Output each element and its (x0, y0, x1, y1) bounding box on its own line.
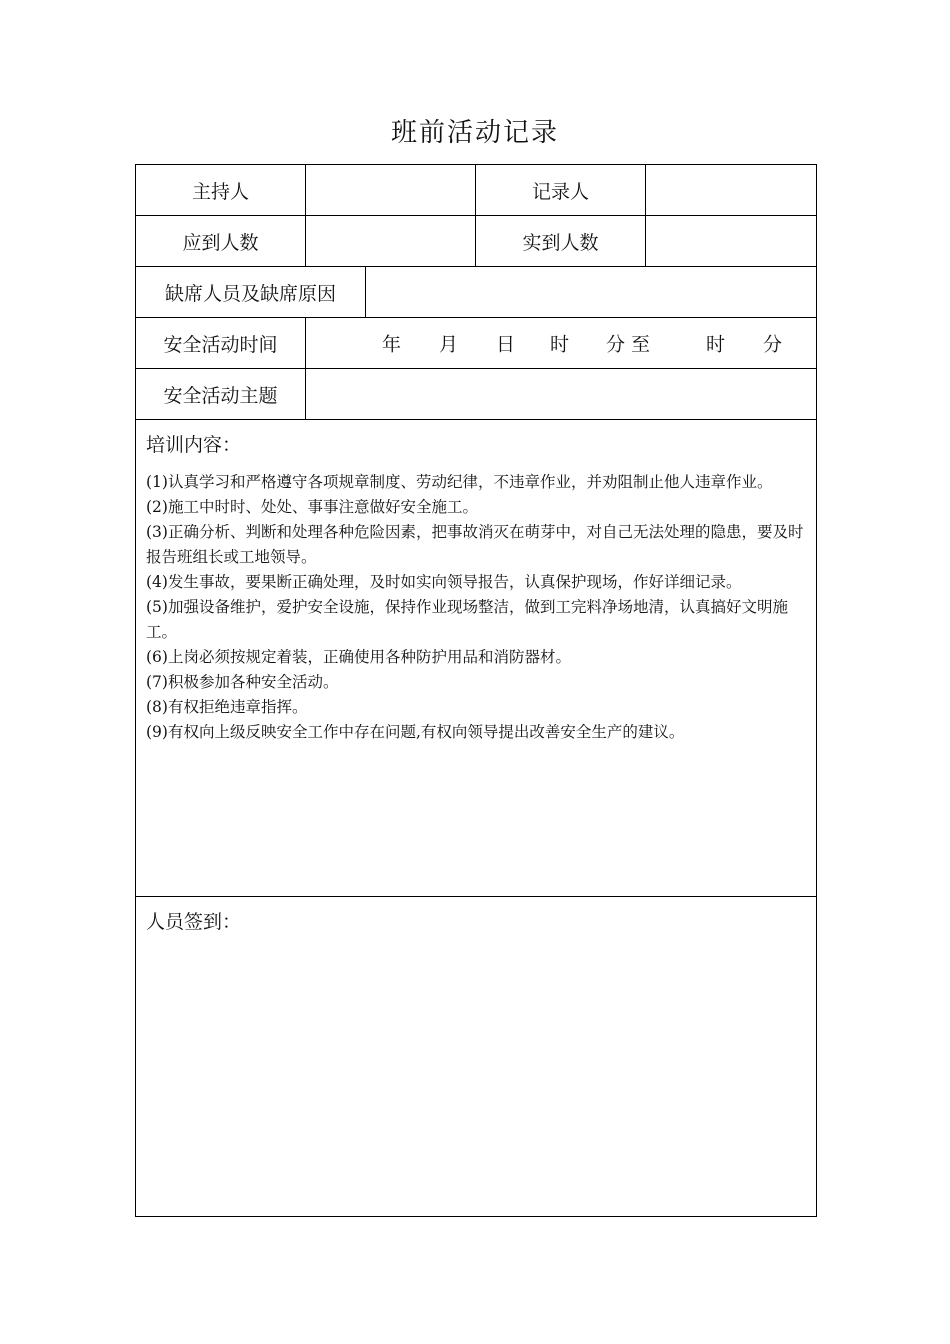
host-recorder-row (136, 165, 816, 216)
activity-time-label: 安全活动时间 (136, 318, 306, 368)
time-hour2-unit: 时 (706, 333, 726, 356)
signin-section[interactable] (136, 897, 816, 1216)
attendance-row (136, 216, 816, 267)
activity-topic-row (136, 369, 816, 420)
time-minute-to: 分 至 (606, 333, 651, 356)
signin-label: 人员签到： (146, 911, 242, 933)
training-item-3: (3)正确分析、判断和处理各种危险因素，把事故消灭在萌芽中，对自己无法处理的隐患，要及时报告班组长或工地领导。 (146, 523, 804, 566)
training-item-1: (1)认真学习和严格遵守各项规章制度、劳动纪律，不违章作业，并劝阻制止他人违章作业。 (146, 473, 773, 491)
training-content-section (136, 420, 816, 897)
activity-time-parts (306, 318, 816, 368)
time-year-unit: 年 (382, 333, 402, 356)
training-item-2: (2)施工中时时、处处、事事注意做好安全施工。 (146, 498, 478, 516)
activity-time-field[interactable] (306, 318, 816, 368)
absent-label: 缺席人员及缺席原因 (136, 267, 366, 317)
absent-row (136, 267, 816, 318)
expected-count-field[interactable] (306, 216, 476, 266)
time-minute2-unit: 分 (763, 333, 783, 356)
training-items-list (146, 470, 810, 745)
recorder-field[interactable] (646, 165, 816, 215)
activity-topic-label: 安全活动主题 (136, 369, 306, 419)
activity-topic-field[interactable] (306, 369, 816, 419)
training-item-7: (7)积极参加各种安全活动。 (146, 673, 339, 691)
activity-time-row (136, 318, 816, 369)
host-field[interactable] (306, 165, 476, 215)
actual-count-field[interactable] (646, 216, 816, 266)
page-title: 班前活动记录 (390, 118, 559, 148)
activity-record-form (135, 164, 817, 1217)
training-item-8: (8)有权拒绝违章指挥。 (146, 698, 308, 716)
absent-field[interactable] (366, 267, 816, 317)
training-item-6: (6)上岗必须按规定着装，正确使用各种防护用品和消防器材。 (146, 648, 571, 666)
training-content-label: 培训内容： (146, 434, 242, 456)
training-item-5: (5)加强设备维护，爱护安全设施，保持作业现场整洁，做到工完料净场地清，认真搞好文明施工。 (146, 598, 788, 641)
expected-count-label: 应到人数 (136, 216, 306, 266)
time-month-unit: 月 (439, 333, 459, 356)
host-label: 主持人 (136, 165, 306, 215)
training-item-9: (9)有权向上级反映安全工作中存在问题,有权向领导提出改善安全生产的建议。 (146, 723, 685, 741)
time-day-unit: 日 (496, 333, 516, 356)
training-item-4: (4)发生事故，要果断正确处理，及时如实向领导报告，认真保护现场，作好详细记录。 (146, 573, 742, 591)
time-hour-unit: 时 (550, 333, 570, 356)
actual-count-label: 实到人数 (476, 216, 646, 266)
recorder-label: 记录人 (476, 165, 646, 215)
